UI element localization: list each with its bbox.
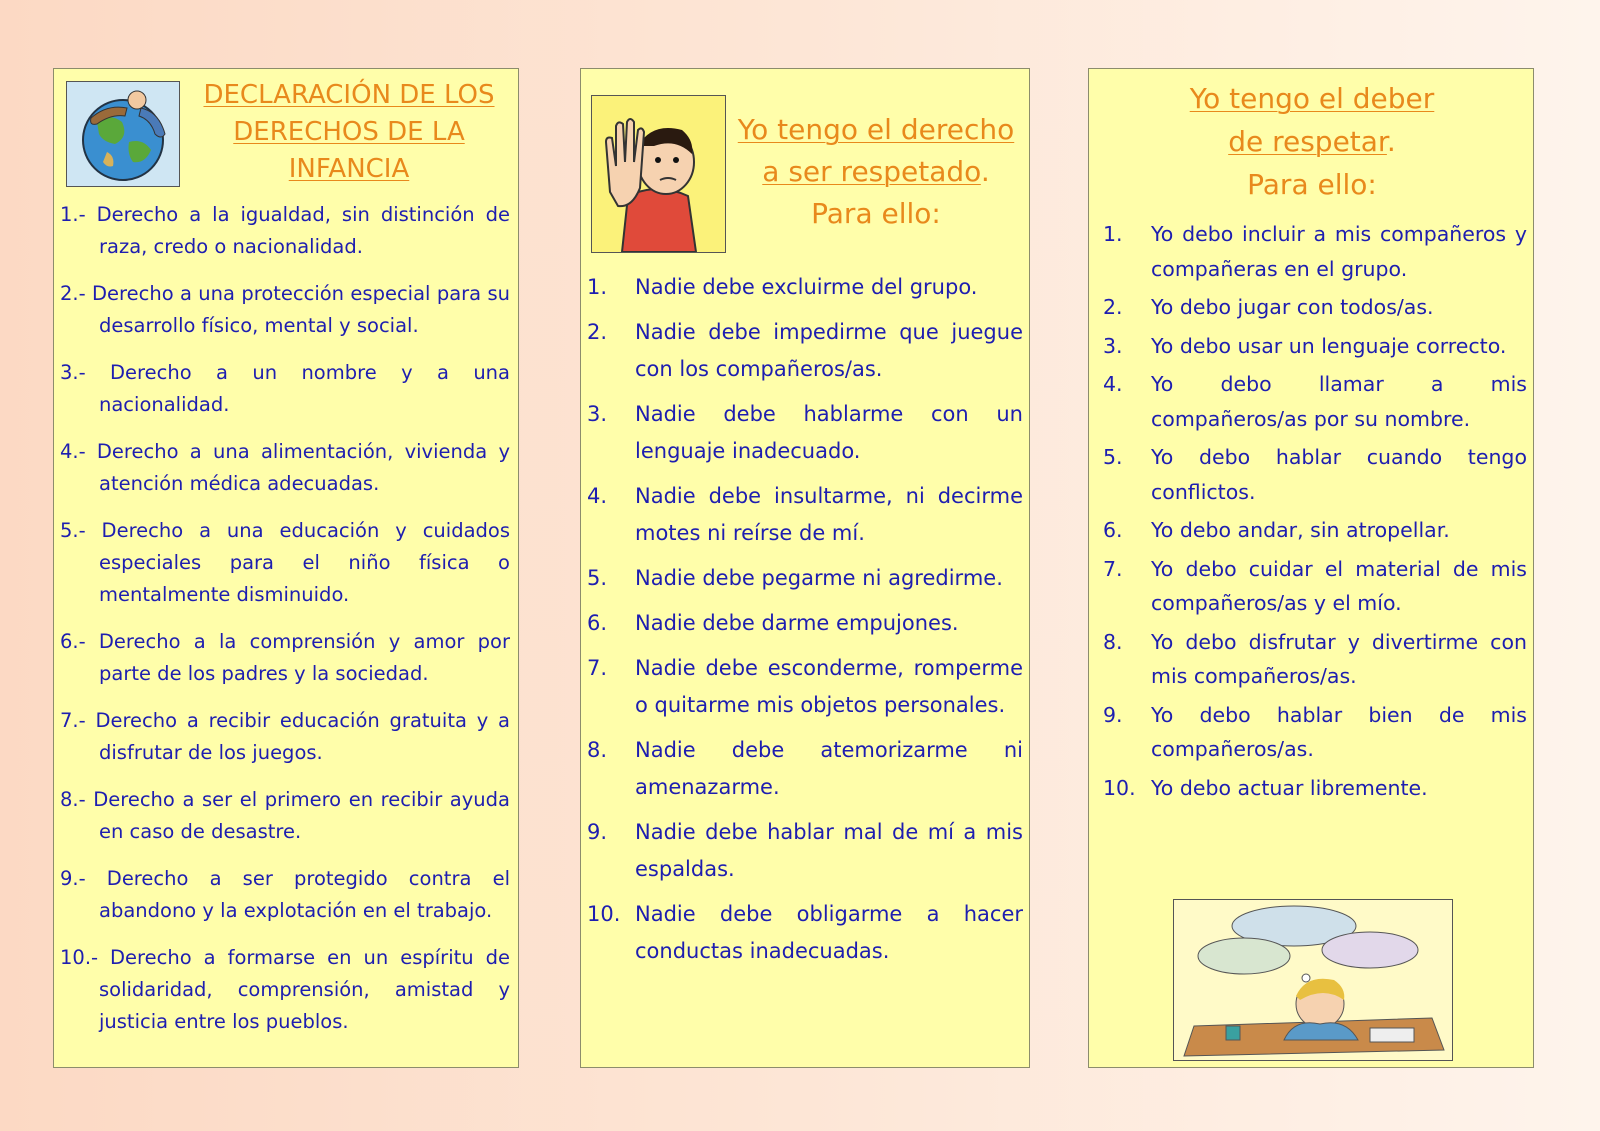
right-item-8: 8.- Derecho a ser el primero en recibir ayuda en caso de desastre. (60, 788, 510, 843)
item-number: 6. (1103, 518, 1123, 542)
list-item (1103, 217, 1527, 286)
item-text: Nadie debe obligarme a hacer conductas inadecuadas. (635, 902, 1023, 963)
item-number: 8. (587, 738, 608, 762)
right-item-6: 6.- Derecho a la comprensión y amor por parte de los padres y la sociedad. (60, 630, 510, 685)
item-text: Yo debo andar, sin atropellar. (1151, 518, 1450, 542)
list-item (587, 732, 1023, 806)
list-item (587, 650, 1023, 724)
right-item-7: 7.- Derecho a recibir educación gratuita y a disfrutar de los juegos. (60, 709, 510, 764)
list-item (587, 314, 1023, 388)
item-text: Yo debo hablar bien de mis compañeros/as. (1151, 702, 1527, 761)
item-number: 4. (1103, 372, 1123, 396)
list-item (587, 605, 1023, 642)
item-text: Yo debo cuidar el material de mis compañeros/as y el mío. (1151, 556, 1527, 615)
item-number: 10. (1103, 775, 1136, 800)
panel2-title (731, 109, 1021, 235)
panel2-title-line1: Yo tengo el derecho (737, 113, 1015, 146)
list-item (587, 814, 1023, 888)
list-item (587, 269, 1023, 306)
panel3-title-period: . (1386, 125, 1396, 158)
panel1-title-line3: INFANCIA (288, 154, 410, 184)
item-text: Yo debo disfrutar y divertirme con mis compañeros/as. (1151, 629, 1527, 688)
item-number: 7. (587, 656, 608, 680)
list-item (1103, 367, 1527, 436)
item-number: 1. (1103, 222, 1123, 246)
duties-list (1103, 217, 1527, 809)
right-item-1: 1.- Derecho a la igualdad, sin distinción de raza, credo o nacionalidad. (60, 203, 510, 258)
item-number: 2. (1103, 295, 1123, 319)
list-item (587, 560, 1023, 597)
list-item (1103, 625, 1527, 694)
item-text: Nadie debe esconderme, romperme o quitarme mis objetos personales. (635, 656, 1023, 717)
panel2-title-line3: Para ello: (811, 197, 941, 230)
duty-to-respect-panel (1088, 68, 1534, 1068)
panel2-title-line2: a ser respetado (762, 155, 981, 188)
right-item-3: 3.- Derecho a un nombre y a una nacionalidad. (60, 361, 510, 416)
item-number: 7. (1103, 556, 1123, 581)
list-item (587, 396, 1023, 470)
item-text: Nadie debe insultarme, ni decirme motes ni reírse de mí. (635, 484, 1023, 545)
item-text: Nadie debe hablar mal de mí a mis espaldas. (635, 820, 1023, 881)
globe-child-illustration (66, 81, 180, 187)
respect-rights-list (587, 269, 1023, 978)
panel3-title-line1: Yo tengo el deber (1189, 82, 1435, 115)
item-number: 9. (1103, 702, 1123, 727)
item-number: 5. (587, 566, 608, 590)
list-item (1103, 552, 1527, 621)
item-number: 5. (1103, 445, 1123, 469)
panel1-title-line2: DERECHOS DE LA (233, 117, 465, 147)
item-number: 3. (587, 402, 608, 426)
item-text: Yo debo usar un lenguaje correcto. (1151, 333, 1507, 358)
panel2-title-period: . (980, 155, 990, 188)
item-number: 3. (1103, 333, 1123, 358)
right-to-respect-panel (580, 68, 1030, 1068)
list-item (1103, 771, 1527, 806)
stop-hand-boy-illustration (591, 95, 726, 253)
list-item (1103, 698, 1527, 767)
item-number: 2. (587, 320, 608, 344)
item-number: 4. (587, 484, 608, 508)
panel3-title (1089, 77, 1535, 206)
item-number: 10. (587, 902, 621, 926)
item-text: Nadie debe impedirme que juegue con los compañeros/as. (635, 320, 1023, 381)
list-item (587, 478, 1023, 552)
item-text: Nadie debe hablarme con un lenguaje inadecuado. (635, 402, 1023, 463)
right-item-5: 5.- Derecho a una educación y cuidados especiales para el niño física o mentalmente disminuido. (60, 519, 510, 606)
item-text: Yo debo hablar cuando tengo conflictos. (1151, 445, 1527, 504)
list-item (1103, 440, 1527, 509)
item-text: Yo debo actuar libremente. (1151, 775, 1428, 800)
rights-declaration-panel (53, 68, 519, 1068)
item-number: 9. (587, 820, 608, 844)
item-text: Yo debo jugar con todos/as. (1151, 295, 1434, 319)
panel3-title-line3: Para ello: (1247, 168, 1377, 201)
item-number: 1. (587, 275, 608, 299)
right-item-9: 9.- Derecho a ser protegido contra el abandono y la explotación en el trabajo. (60, 867, 510, 922)
item-text: Nadie debe excluirme del grupo. (635, 275, 978, 299)
panel3-title-line2: de respetar (1228, 125, 1387, 158)
item-text: Nadie debe pegarme ni agredirme. (635, 566, 1003, 590)
item-text: Yo debo incluir a mis compañeros y compañeras en el grupo. (1151, 222, 1527, 281)
panel1-title (184, 77, 514, 188)
item-number: 8. (1103, 629, 1123, 654)
item-text: Yo debo llamar a mis compañeros/as por su nombre. (1151, 372, 1527, 431)
right-item-4: 4.- Derecho a una alimentación, vivienda y atención médica adecuadas. (60, 440, 510, 495)
right-item-2: 2.- Derecho a una protección especial para su desarrollo físico, mental y social. (60, 282, 510, 337)
item-number: 6. (587, 611, 608, 635)
list-item (1103, 513, 1527, 548)
item-text: Nadie debe darme empujones. (635, 611, 959, 635)
list-item (1103, 290, 1527, 325)
right-item-10: 10.- Derecho a formarse en un espíritu de solidaridad, comprensión, amistad y justicia entre los pueblos. (60, 946, 510, 1033)
list-item (587, 896, 1023, 970)
thinking-child-desk-illustration (1173, 899, 1453, 1061)
list-item (1103, 329, 1527, 364)
panel1-title-line1: DECLARACIÓN DE LOS (203, 80, 495, 110)
item-text: Nadie debe atemorizarme ni amenazarme. (635, 738, 1023, 799)
rights-list (60, 199, 510, 1053)
